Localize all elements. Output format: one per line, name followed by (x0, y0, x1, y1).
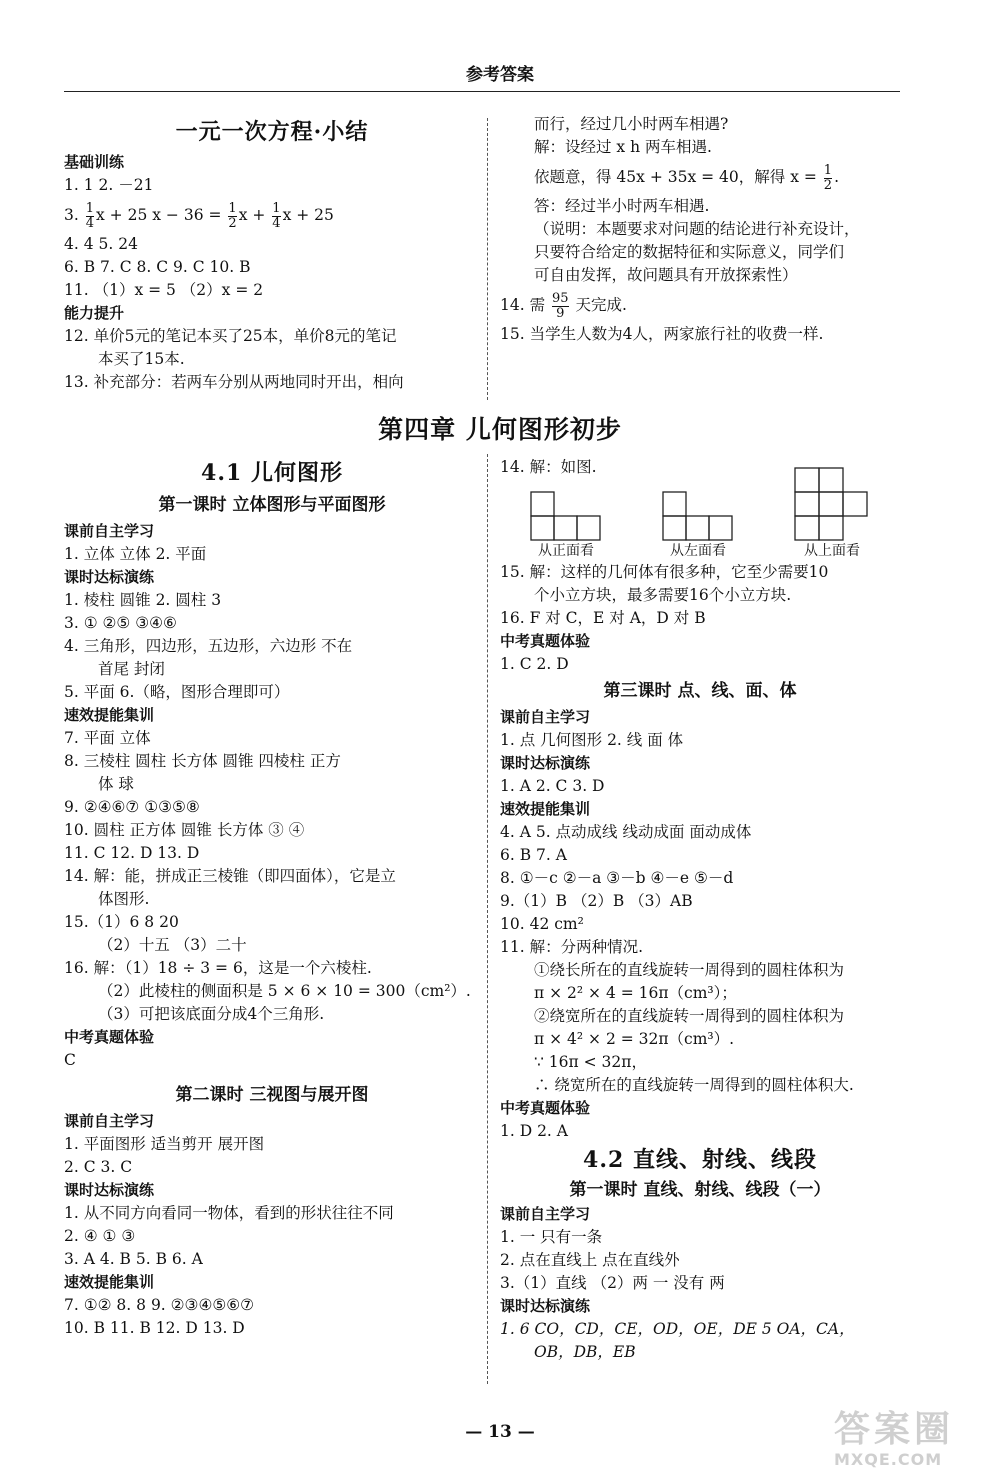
subsection-label: 课前自主学习 (64, 1112, 155, 1130)
answer-line: 7. ①② 8. 8 9. ②③④⑤⑥⑦ (64, 1296, 255, 1314)
fraction: $\frac{95}{9}$ (552, 290, 569, 321)
answer-line: 14. 解：如图. (500, 458, 597, 476)
answer-number: 3. (64, 206, 79, 224)
subsection-label: 课时达标演练 (64, 1181, 155, 1199)
answer-line (500, 287, 900, 323)
figure-caption: 从正面看 (538, 543, 594, 559)
answer-line: 1. 1 2. －21 (64, 176, 154, 194)
answer-line: 而行，经过几小时两车相遇? (534, 115, 729, 133)
summary-left-column (64, 113, 480, 394)
answer-line: 8. 三棱柱 圆柱 长方体 圆锥 四棱柱 正方 (64, 752, 341, 770)
answer-line: 个小立方块，最多需要16个小立方块. (534, 586, 792, 604)
answer-line: 1. D 2. A (500, 1122, 568, 1140)
answer-line: 2. 点在直线上 点在直线外 (500, 1251, 680, 1269)
answer-line: （2）此棱柱的侧面积是 5 × 6 × 10 = 300（cm²）. (98, 982, 471, 1000)
subsection-label: 中考真题体验 (500, 1099, 591, 1117)
subsection-label: 课时达标演练 (500, 754, 591, 772)
figure-caption: 从上面看 (804, 543, 860, 559)
subsection-label: 速效提能集训 (500, 800, 591, 818)
answer-line: 9. ②④⑥⑦ ①③⑤⑧ (64, 798, 200, 816)
answer-line: 4. 4 5. 24 (64, 235, 138, 253)
answer-line: 3. A 4. B 5. B 6. A (64, 1250, 203, 1268)
top-view (794, 467, 870, 561)
answer-line (64, 197, 480, 233)
answer-line: 16. 解：（1）18 ÷ 3 = 6，这是一个六棱柱. (64, 959, 372, 977)
answer-line: 1. 从不同方向看同一物体，看到的形状往往不同 (64, 1204, 394, 1222)
answer-line: 16. F 对 C，E 对 A，D 对 B (500, 609, 706, 627)
answer-line: 1. 平面图形 适当剪开 展开图 (64, 1135, 265, 1153)
answer-line: 10. 42 cm² (500, 915, 584, 933)
page-number: — 13 — (465, 1422, 535, 1442)
answer-line: 1. 点 几何图形 2. 线 面 体 (500, 731, 684, 749)
subsection-label: 中考真题体验 (500, 632, 591, 650)
answer-line: 3.（1）直线 （2）两 一 没有 两 (500, 1274, 725, 1292)
answer-line: 1. 立体 立体 2. 平面 (64, 545, 207, 563)
answer-line: 15.（1）6 8 20 (64, 913, 179, 931)
subsection-label: 课前自主学习 (64, 522, 155, 540)
answer-line: OB，DB，EB (534, 1343, 636, 1361)
subsection-label: 能力提升 (64, 304, 125, 322)
answer-line: 解：设经过 x h 两车相遇. (534, 138, 712, 156)
subsection-label: 课时达标演练 (500, 1297, 591, 1315)
answer-line: 4. A 5. 点动成线 线动成面 面动成体 (500, 823, 752, 841)
answer-line: （2）十五 （3）二十 (98, 936, 247, 954)
answer-line: 体图形. (98, 890, 150, 908)
watermark-url: MXQE.COM (834, 1450, 943, 1469)
section-title: 4.1 儿何图形 (201, 460, 343, 486)
section-title: 4.2 直线、射线、线段 (583, 1147, 817, 1173)
answer-line: 11. （1）x = 5 （2）x = 2 (64, 281, 264, 299)
front-view (530, 491, 602, 561)
front-view-grid-icon (530, 491, 602, 541)
summary-right-column (500, 113, 900, 346)
answer-line: ∴ 绕宽所在的直线旋转一周得到的圆柱体积大. (534, 1076, 854, 1094)
answer-line: 1. 一 只有一条 (500, 1228, 603, 1246)
subsection-label: 基础训练 (64, 153, 125, 171)
subsection-label: 课前自主学习 (500, 1205, 591, 1223)
fraction: $\frac{1}{2}$ (228, 200, 237, 231)
answer-line: 14. 解：能，拼成正三棱锥（即四面体），它是立 (64, 867, 396, 885)
expression: x + (238, 206, 266, 224)
answer-line: 2. C 3. C (64, 1158, 133, 1176)
answer-line: ①绕长所在的直线旋转一周得到的圆柱体积为 (534, 961, 845, 979)
lesson-title: 第一课时 立体图形与平面图形 (158, 495, 386, 515)
answer-line: 2. ④ ① ③ (64, 1227, 136, 1245)
expression: 14. 需 (500, 296, 546, 314)
answer-line: π × 4² × 2 = 32π（cm³）. (534, 1030, 735, 1048)
answer-line: 本买了15本. (98, 350, 185, 368)
answer-line: 12. 单价5元的笔记本买了25本，单价8元的笔记 (64, 327, 397, 345)
chapter-title: 第四章 儿何图形初步 (378, 415, 622, 444)
lesson-title: 第二课时 三视图与展开图 (175, 1085, 369, 1105)
answer-line: 1. 棱柱 圆锥 2. 圆柱 3 (64, 591, 222, 609)
fraction: $\frac{1}{4}$ (272, 200, 281, 231)
answer-line (500, 159, 900, 195)
answer-line: 11. 解：分两种情况. (500, 938, 644, 956)
expression: . (834, 168, 840, 186)
answer-line: π × 2² × 4 = 16π（cm³）； (534, 984, 737, 1002)
left-view-grid-icon (662, 491, 734, 541)
answer-line: 只要符合给定的数据特征和实际意义，同学们 (534, 243, 845, 261)
answer-line: 10. 圆柱 正方体 圆锥 长方体 ③ ④ (64, 821, 305, 839)
subsection-label: 中考真题体验 (64, 1028, 155, 1046)
figure-caption: 从左面看 (670, 543, 726, 559)
answer-line: 可自由发挥，故问题具有开放探索性） (534, 266, 798, 284)
expression: 天完成. (575, 296, 627, 314)
chapter-right-column (500, 456, 900, 1364)
answer-line: 5. 平面 6.（略，图形合理即可） (64, 683, 290, 701)
section-title: 一元一次方程·小结 (175, 119, 369, 145)
answer-line: 3. ① ②⑤ ③④⑥ (64, 614, 177, 632)
answer-line: 1. C 2. D (500, 655, 569, 673)
column-divider (487, 118, 488, 400)
expression: 依题意，得 45x + 35x = 40，解得 x = (534, 168, 817, 186)
subsection-label: 速效提能集训 (64, 1273, 155, 1291)
answer-line: 10. B 11. B 12. D 13. D (64, 1319, 245, 1337)
answer-line: 6. B 7. C 8. C 9. C 10. B (64, 258, 251, 276)
answer-line: 1. A 2. C 3. D (500, 777, 605, 795)
answer-line: 7. 平面 立体 (64, 729, 151, 747)
lesson-title: 第一课时 直线、射线、线段（一） (569, 1180, 831, 1200)
fraction: $\frac{1}{2}$ (823, 162, 833, 193)
answer-line: 13. 补充部分：若两车分别从两地同时开出，相向 (64, 373, 404, 391)
left-view (662, 491, 734, 561)
answer-line: 9.（1）B （2）B （3）AB (500, 892, 693, 910)
answer-line: 1. 6 CO，CD，CE，OD，OE，DE 5 OA，CA， (500, 1320, 855, 1338)
answer-line: 11. C 12. D 13. D (64, 844, 200, 862)
answer-line: 8. ①－c ②－a ③－b ④－e ⑤－d (500, 869, 734, 887)
three-views-figure (500, 483, 900, 561)
expression: x + 25 (282, 206, 334, 224)
chapter-left-column (64, 456, 480, 1340)
answer-line: 4. 三角形，四边形，五边形，六边形 不在 (64, 637, 353, 655)
answer-line: ∵ 16π < 32π， (534, 1053, 647, 1071)
header-rule (64, 91, 900, 92)
answer-line: C (64, 1051, 76, 1069)
answer-line: （说明：本题要求对问题的结论进行补充设计， (534, 220, 860, 238)
answer-line: ②绕宽所在的直线旋转一周得到的圆柱体积为 (534, 1007, 845, 1025)
subsection-label: 速效提能集训 (64, 706, 155, 724)
top-view-grid-icon (794, 467, 870, 541)
answer-line: 体 球 (98, 775, 134, 793)
fraction: $\frac{1}{4}$ (85, 200, 95, 231)
answer-line: 答：经过半小时两车相遇. (534, 197, 710, 215)
watermark-logo (834, 1410, 994, 1472)
subsection-label: 课时达标演练 (64, 568, 155, 586)
answer-line: （3）可把该底面分成4个三角形. (98, 1005, 325, 1023)
answer-line: 15. 解：这样的几何体有很多种，它至少需要10 (500, 563, 829, 581)
answer-line: 15. 当学生人数为4人，两家旅行社的收费一样. (500, 325, 824, 343)
expression: x + 25 x − 36 = (96, 206, 222, 224)
subsection-label: 课前自主学习 (500, 708, 591, 726)
watermark-text: 答案圈 (834, 1409, 955, 1450)
page-header: 参考答案 (466, 65, 534, 85)
answer-line: 6. B 7. A (500, 846, 567, 864)
answer-line: 首尾 封闭 (98, 660, 165, 678)
column-divider (487, 454, 488, 1384)
lesson-title: 第三课时 点、线、面、体 (603, 681, 797, 701)
